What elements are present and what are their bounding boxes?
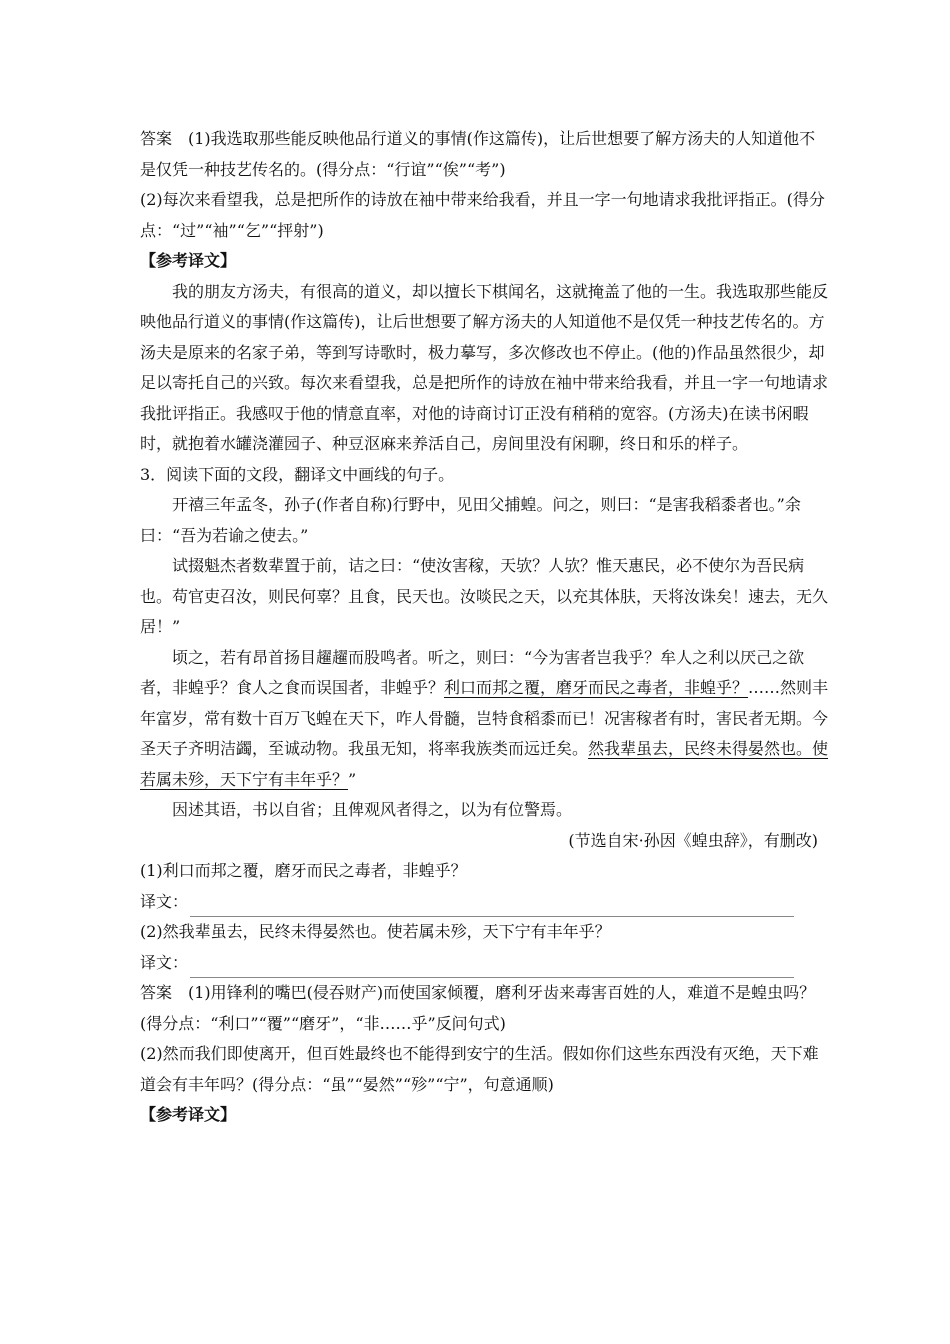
passage-paragraph-1: 开禧三年孟冬，孙子(作者自称)行野中，见田父捕蝗。问之，则曰：“是害我稻黍者也。”余曰：“吾为若谕之使去。” xyxy=(140,495,801,545)
translation-answer-line-1[interactable] xyxy=(140,887,830,918)
translation-answer-line-2[interactable] xyxy=(140,948,830,979)
underlined-sentence-1: 利口而邦之覆，磨牙而民之毒者，非蝗乎？ xyxy=(444,678,749,697)
sub-question-2: (2)然我辈虽去，民终未得晏然也。使若属未殄，天下宁有丰年乎？ xyxy=(140,922,611,941)
passage-paragraph-3 xyxy=(140,643,830,796)
passage-source: (节选自宋·孙因《蝗虫辞》，有删改) xyxy=(568,830,818,850)
answer-3-part-1: 答案 (1)用锋利的嘴巴(侵吞财产)而使国家倾覆，磨利牙齿来毒害百姓的人，难道不是蝗虫吗？(得分点：“利口”“覆”“磨牙”，“非……乎”反问句式) xyxy=(140,983,816,1033)
passage-paragraph-3-text-b: ……然则丰年富岁，常有数十百万飞蝗在天下，咋人骨髓，岂特食稻黍而已！况害稼者有时，害民者无期。今圣天子齐明洁蠲，至诚动物。我虽无知，将率我族类而远迁矣。 xyxy=(140,678,829,758)
passage-paragraph-4: 因述其语，书以自省；且俾观风者得之，以为有位警焉。 xyxy=(172,800,573,819)
answer-3-part-2: (2)然而我们即使离开，但百姓最终也不能得到安宁的生活。假如你们这些东西没有灭绝，天下难道会有丰年吗？(得分点：“虽”“晏然”“殄”“宁”，句意通顺) xyxy=(140,1044,819,1094)
answer-1-part-2: (2)每次来看望我，总是把所作的诗放在袖中带来给我看，并且一字一句地请求我批评指正。(得分点：“过”“袖”“乞”“抨射”) xyxy=(140,190,825,240)
reference-translation-text: 我的朋友方汤夫，有很高的道义，却以擅长下棋闻名，这就掩盖了他的一生。我选取那些能反映他品行道义的事情(作这篇传)，让后世想要了解方汤夫的人知道他不是仅凭一种技艺传名的。方汤夫是原来的名家子弟，等到写诗歌时，极力摹写，多次修改也不停止。(他的)作品虽然很少，却足以寄托自己的兴致。每次来看望我，总是把所作的诗放在袖中带来给我看，并且一字一句地请求我批评指正。我感叹于他的情意直率，对他的诗商讨订正没有稍稍的宽容。(方汤夫)在读书闲暇时，就抱着水罐浇灌园子、种豆沤麻来养活自己，房间里没有闲聊，终日和乐的样子。 xyxy=(140,281,829,453)
sub-question-1: (1)利口而邦之覆，磨牙而民之毒者，非蝗乎？ xyxy=(140,861,467,880)
answer-1-part-1: 答案 (1)我选取那些能反映他品行道义的事情(作这篇传)，让后世想要了解方汤夫的人知道他不是仅凭一种技艺传名的。(得分点：“行谊”“俟”“考”) xyxy=(140,129,816,179)
question-3-title: 3．阅读下面的文段，翻译文中画线的句子。 xyxy=(140,464,455,484)
passage-paragraph-2: 试掇魁杰者数辈置于前，诘之曰：“使汝害稼，天欤？人欤？惟天惠民，必不使尔为吾民病也。苟官吏召汝，则民何辜？且食，民天也。汝啖民之天，以充其体肤，天将汝诛矣！速去，无久居！” xyxy=(140,556,829,636)
answer-blank-2[interactable] xyxy=(190,955,794,978)
answer-blank-1[interactable] xyxy=(190,894,794,917)
passage-paragraph-3-text-c: ” xyxy=(348,769,357,789)
underlined-sentence-2: 然我辈虽去，民终未得晏然也。使若属未殄，天下宁有丰年乎？ xyxy=(140,739,829,789)
translation-label-1: 译文： xyxy=(140,891,189,911)
reference-translation-heading-2: 【参考译文】 xyxy=(140,1105,237,1124)
reference-translation-heading: 【参考译文】 xyxy=(140,251,237,270)
passage-paragraph-3-text-a: 顷之，若有昂首扬目趯趯而股鸣者。听之，则曰：“今为害者岂我乎？牟人之利以厌己之欲者，非蝗乎？食人之食而误国者，非蝗乎？ xyxy=(140,647,805,697)
page-content xyxy=(140,124,830,1131)
translation-label-2: 译文： xyxy=(140,952,189,972)
